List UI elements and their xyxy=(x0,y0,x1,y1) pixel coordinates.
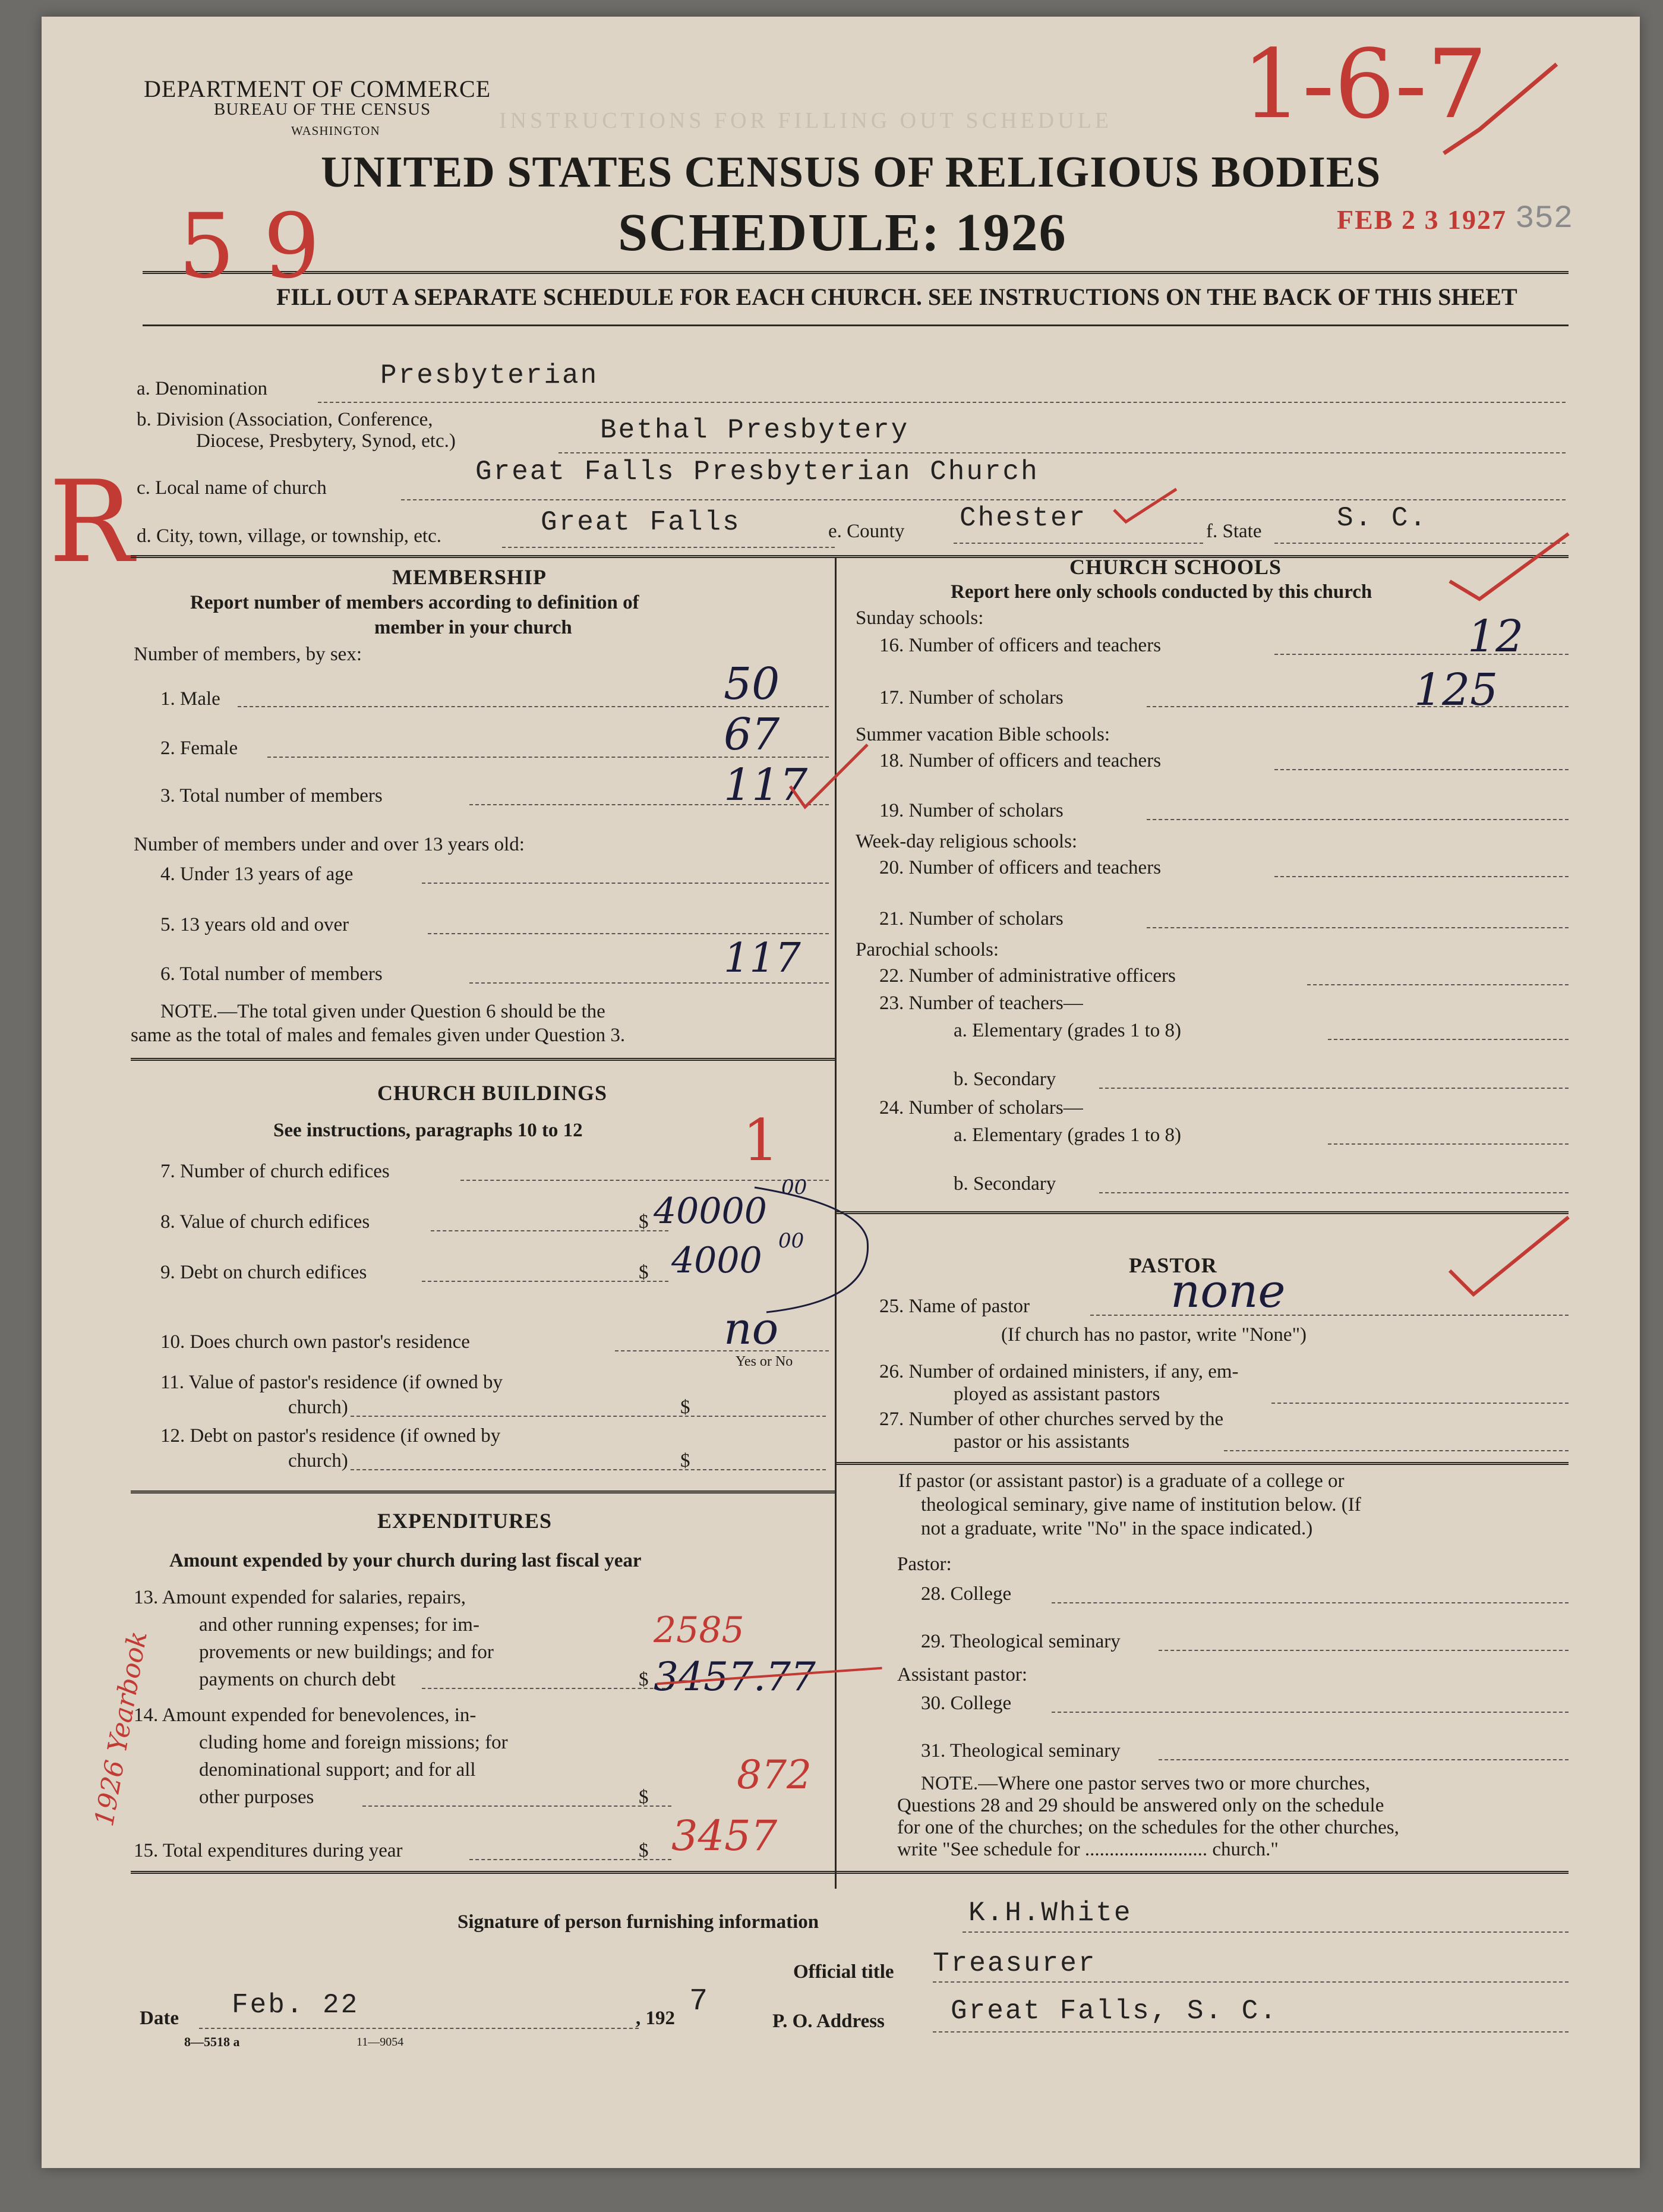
pastor-note-3: for one of the churches; on the schedules for the other churches, xyxy=(897,1817,1399,1838)
q3-label: 3. Total number of members xyxy=(160,785,383,806)
form-number: 8—5518 a xyxy=(184,2034,240,2049)
signature-value: K.H.White xyxy=(968,1898,1132,1929)
q14-line xyxy=(362,1805,671,1807)
date-line xyxy=(199,2028,639,2029)
bleed-through-heading: INSTRUCTIONS FOR FILLING OUT SCHEDULE xyxy=(499,108,1112,133)
check-mark-icon xyxy=(1438,58,1569,165)
margin-note-yearbook: 1926 Yearbook xyxy=(89,1628,153,1829)
q23b-label: b. Secondary xyxy=(954,1069,1056,1090)
pastor-heading: PASTOR xyxy=(1129,1253,1217,1277)
pastor-divider xyxy=(835,1462,1569,1465)
q23-label: 23. Number of teachers— xyxy=(879,992,1083,1014)
q24a-label: a. Elementary (grades 1 to 8) xyxy=(954,1124,1182,1146)
q9-label: 9. Debt on church edifices xyxy=(160,1262,367,1283)
q9-cents: 00 xyxy=(778,1229,804,1253)
q16-line xyxy=(1274,654,1569,655)
value-bracket-mark xyxy=(743,1181,897,1324)
q1-value: 50 xyxy=(724,658,780,710)
q4-line xyxy=(422,883,829,884)
schools-heading: CHURCH SCHOOLS xyxy=(1069,555,1282,579)
q13-line-2: and other running expenses; for im- xyxy=(199,1614,479,1636)
q29-label: 29. Theological seminary xyxy=(921,1631,1121,1652)
city-label: WASHINGTON xyxy=(291,124,380,138)
q14-value: 872 xyxy=(737,1752,812,1798)
q23a-label: a. Elementary (grades 1 to 8) xyxy=(954,1020,1182,1041)
q27-line xyxy=(1224,1450,1569,1451)
q20-label: 20. Number of officers and teachers xyxy=(879,857,1162,878)
pastor-check-icon xyxy=(1444,1211,1574,1300)
city-line xyxy=(502,547,835,548)
q21-line xyxy=(1147,927,1569,928)
q27-line-1: 27. Number of other churches served by the xyxy=(879,1409,1224,1430)
q13-line-3: provements or new buildings; and for xyxy=(199,1641,494,1663)
denomination-label: a. Denomination xyxy=(137,378,267,399)
q9-line xyxy=(422,1281,668,1282)
q5-line xyxy=(428,933,829,934)
q17-line xyxy=(1147,706,1569,707)
members-by-sex-label: Number of members, by sex: xyxy=(134,644,362,665)
church-name-label: c. Local name of church xyxy=(137,477,327,499)
state-value: S. C. xyxy=(1337,503,1428,534)
q12-line xyxy=(351,1469,826,1470)
q6-value: 117 xyxy=(724,935,801,982)
general-instruction: FILL OUT A SEPARATE SCHEDULE FOR EACH CHURCH. SEE INSTRUCTIONS ON THE BACK OF THIS SHEET xyxy=(276,283,1517,310)
county-value: Chester xyxy=(960,503,1087,534)
pastor-note-4: write "See schedule for ......................... church." xyxy=(897,1839,1279,1860)
q30-label: 30. College xyxy=(921,1693,1012,1714)
q29-line xyxy=(1159,1650,1569,1651)
file-code-annotation: 1-6-7 xyxy=(1242,29,1488,140)
q12-label-1: 12. Debt on pastor's residence (if owned by xyxy=(160,1425,501,1447)
footer-divider xyxy=(131,1871,1569,1874)
q11-dollar: $ xyxy=(680,1397,690,1418)
q8-value: 40000 xyxy=(654,1190,767,1232)
q18-label: 18. Number of officers and teachers xyxy=(879,750,1162,771)
q7-label: 7. Number of church edifices xyxy=(160,1161,390,1182)
red-r-mark: R xyxy=(49,456,134,588)
q1-label: 1. Male xyxy=(160,688,220,710)
county-line xyxy=(954,543,1203,544)
membership-note-2: same as the total of males and females given under Question 3. xyxy=(131,1025,626,1046)
q15-label: 15. Total expenditures during year xyxy=(134,1840,403,1861)
state-label: f. State xyxy=(1206,521,1262,542)
q13-line-4: payments on church debt xyxy=(199,1669,396,1690)
church-name-value: Great Falls Presbyterian Church xyxy=(475,456,1039,487)
po-address-label: P. O. Address xyxy=(772,2011,885,2032)
pastor-sub-label: Pastor: xyxy=(897,1554,952,1575)
q10-value: no xyxy=(724,1303,779,1354)
q23a-line xyxy=(1328,1039,1569,1040)
county-check-icon xyxy=(1111,486,1182,528)
summer-label: Summer vacation Bible schools: xyxy=(856,724,1110,745)
q19-label: 19. Number of scholars xyxy=(879,800,1064,821)
division-label-1: b. Division (Association, Conference, xyxy=(137,409,433,430)
q17-label: 17. Number of scholars xyxy=(879,687,1064,708)
official-title-line xyxy=(933,1981,1569,1983)
q28-label: 28. College xyxy=(921,1583,1012,1605)
q31-line xyxy=(1159,1759,1569,1760)
q3-check-icon xyxy=(784,739,873,816)
graduate-note-1: If pastor (or assistant pastor) is a graduate of a college or xyxy=(898,1470,1345,1492)
header-divider xyxy=(143,271,1569,274)
print-number: 11—9054 xyxy=(356,2035,404,2049)
date-label: Date xyxy=(140,2008,179,2029)
graduate-note-3: not a graduate, write "No" in the space indicated.) xyxy=(921,1518,1313,1539)
schools-sub: Report here only schools conducted by this church xyxy=(951,581,1372,603)
q4-label: 4. Under 13 years of age xyxy=(160,864,354,885)
q8-line xyxy=(431,1230,668,1231)
q25-value: none xyxy=(1170,1265,1286,1318)
q27-line-2: pastor or his assistants xyxy=(954,1431,1130,1452)
buildings-sub: See instructions, paragraphs 10 to 12 xyxy=(273,1120,583,1141)
q12-label-2: church) xyxy=(288,1450,348,1471)
weekday-label: Week-day religious schools: xyxy=(856,831,1078,852)
q8-label: 8. Value of church edifices xyxy=(160,1211,370,1233)
q24a-line xyxy=(1328,1143,1569,1145)
q14-line-3: denominational support; and for all xyxy=(199,1759,476,1781)
parochial-label: Parochial schools: xyxy=(856,939,999,960)
signature-line xyxy=(963,1931,1569,1933)
year-prefix: , 192 xyxy=(636,2008,675,2029)
q23b-line xyxy=(1099,1088,1569,1089)
membership-note-1: NOTE.—The total given under Question 6 should be the xyxy=(160,1001,605,1022)
city-label: d. City, town, village, or township, etc. xyxy=(137,525,441,547)
q17-value: 125 xyxy=(1414,664,1498,716)
q26-line-1: 26. Number of ordained ministers, if any, em- xyxy=(879,1361,1239,1382)
q28-line xyxy=(1052,1602,1569,1603)
q18-line xyxy=(1274,769,1569,770)
buildings-divider xyxy=(131,1491,835,1493)
signature-label: Signature of person furnishing information xyxy=(457,1911,819,1933)
q13-line-1: 13. Amount expended for salaries, repairs, xyxy=(134,1587,466,1608)
q10-label: 10. Does church own pastor's residence xyxy=(160,1331,470,1353)
bureau-label: BUREAU OF THE CENSUS xyxy=(214,100,431,119)
pastor-note-2: Questions 28 and 29 should be answered only on the schedule xyxy=(897,1795,1384,1816)
q8-cents: 00 xyxy=(781,1176,807,1199)
q19-line xyxy=(1147,819,1569,820)
received-date-stamp: FEB 2 3 1927 xyxy=(1337,204,1507,235)
date-value: Feb. 22 xyxy=(232,1990,359,2021)
q14-line-1: 14. Amount expended for benevolences, in- xyxy=(134,1704,477,1726)
department-label: DEPARTMENT OF COMMERCE xyxy=(144,75,491,102)
division-line xyxy=(558,452,1566,453)
expenditures-sub: Amount expended by your church during last fiscal year xyxy=(169,1550,642,1571)
membership-heading: MEMBERSHIP xyxy=(392,565,547,589)
q13-value-upper: 2585 xyxy=(654,1609,744,1651)
q22-label: 22. Number of administrative officers xyxy=(879,965,1176,987)
q6-line xyxy=(469,982,829,984)
schedule-title: SCHEDULE: 1926 xyxy=(618,203,1067,262)
po-address-value: Great Falls, S. C. xyxy=(951,1996,1278,2027)
q24b-label: b. Secondary xyxy=(954,1173,1056,1195)
stamp-number: 352 xyxy=(1515,201,1573,237)
official-title-label: Official title xyxy=(793,1961,894,1983)
q16-label: 16. Number of officers and teachers xyxy=(879,635,1162,656)
q15-dollar: $ xyxy=(639,1840,649,1861)
q2-label: 2. Female xyxy=(160,738,238,759)
q13-dollar: $ xyxy=(639,1669,649,1690)
q14-dollar: $ xyxy=(639,1786,649,1808)
q15-value: 3457 xyxy=(671,1811,778,1860)
red-mark-left: 5 9 xyxy=(178,195,320,298)
age-heading: Number of members under and over 13 years old: xyxy=(134,834,525,855)
q21-label: 21. Number of scholars xyxy=(879,908,1064,929)
assistant-sub-label: Assistant pastor: xyxy=(897,1664,1028,1685)
q24-label: 24. Number of scholars— xyxy=(879,1097,1083,1118)
q31-label: 31. Theological seminary xyxy=(921,1740,1121,1762)
graduate-note-2: theological seminary, give name of institution below. (If xyxy=(921,1494,1361,1515)
q7-value: 1 xyxy=(743,1107,780,1174)
q9-dollar: $ xyxy=(639,1262,649,1283)
q30-line xyxy=(1052,1712,1569,1713)
q26-line xyxy=(1271,1403,1569,1404)
census-schedule-sheet xyxy=(42,17,1640,2168)
official-title-value: Treasurer xyxy=(933,1948,1097,1979)
q13-line xyxy=(422,1688,671,1689)
membership-sub-1: Report number of members according to definition of xyxy=(190,592,639,613)
membership-divider xyxy=(131,1058,835,1061)
po-address-line xyxy=(933,2031,1569,2033)
q11-label-1: 11. Value of pastor's residence (if owned by xyxy=(160,1372,503,1393)
denomination-line xyxy=(318,402,1566,403)
identification-divider xyxy=(131,555,1569,558)
q16-value: 12 xyxy=(1468,611,1524,662)
buildings-heading: CHURCH BUILDINGS xyxy=(377,1081,608,1105)
instruction-divider xyxy=(143,324,1569,326)
expenditures-heading: EXPENDITURES xyxy=(377,1509,553,1533)
pastor-note-1: NOTE.—Where one pastor serves two or more churches, xyxy=(921,1773,1370,1794)
city-value: Great Falls xyxy=(541,507,741,538)
q11-label-2: church) xyxy=(288,1397,348,1418)
q7-line xyxy=(460,1180,829,1181)
q5-label: 5. 13 years old and over xyxy=(160,914,349,935)
schools-check-icon xyxy=(1444,528,1574,605)
q25-hint: (If church has no pastor, write "None") xyxy=(1001,1324,1307,1346)
year-digit: 7 xyxy=(689,1984,710,2019)
q20-line xyxy=(1274,876,1569,877)
q10-hint: Yes or No xyxy=(736,1354,793,1369)
q22-line xyxy=(1307,984,1569,985)
q6-label: 6. Total number of members xyxy=(160,963,383,985)
q14-line-4: other purposes xyxy=(199,1786,314,1808)
q25-label: 25. Name of pastor xyxy=(879,1296,1030,1317)
q11-line xyxy=(351,1416,826,1417)
q10-line xyxy=(615,1350,829,1351)
q13-value: 3457.77 xyxy=(654,1654,816,1700)
q3-value: 117 xyxy=(724,760,808,811)
division-label-2: Diocese, Presbytery, Synod, etc.) xyxy=(196,430,456,452)
q25-line xyxy=(1090,1315,1569,1316)
membership-sub-2: member in your church xyxy=(374,617,572,638)
form-title: UNITED STATES CENSUS OF RELIGIOUS BODIES xyxy=(321,148,1381,197)
q9-value: 4000 xyxy=(671,1240,762,1281)
q2-value: 67 xyxy=(724,709,780,760)
division-value: Bethal Presbytery xyxy=(600,415,910,446)
q24b-line xyxy=(1099,1192,1569,1193)
q8-dollar: $ xyxy=(639,1211,649,1233)
denomination-value: Presbyterian xyxy=(380,360,599,391)
q14-line-2: cluding home and foreign missions; for xyxy=(199,1732,508,1753)
sunday-label: Sunday schools: xyxy=(856,607,984,629)
q26-line-2: ployed as assistant pastors xyxy=(954,1384,1160,1405)
county-label: e. County xyxy=(828,521,905,542)
q12-dollar: $ xyxy=(680,1450,690,1471)
church-name-line xyxy=(401,499,1566,500)
